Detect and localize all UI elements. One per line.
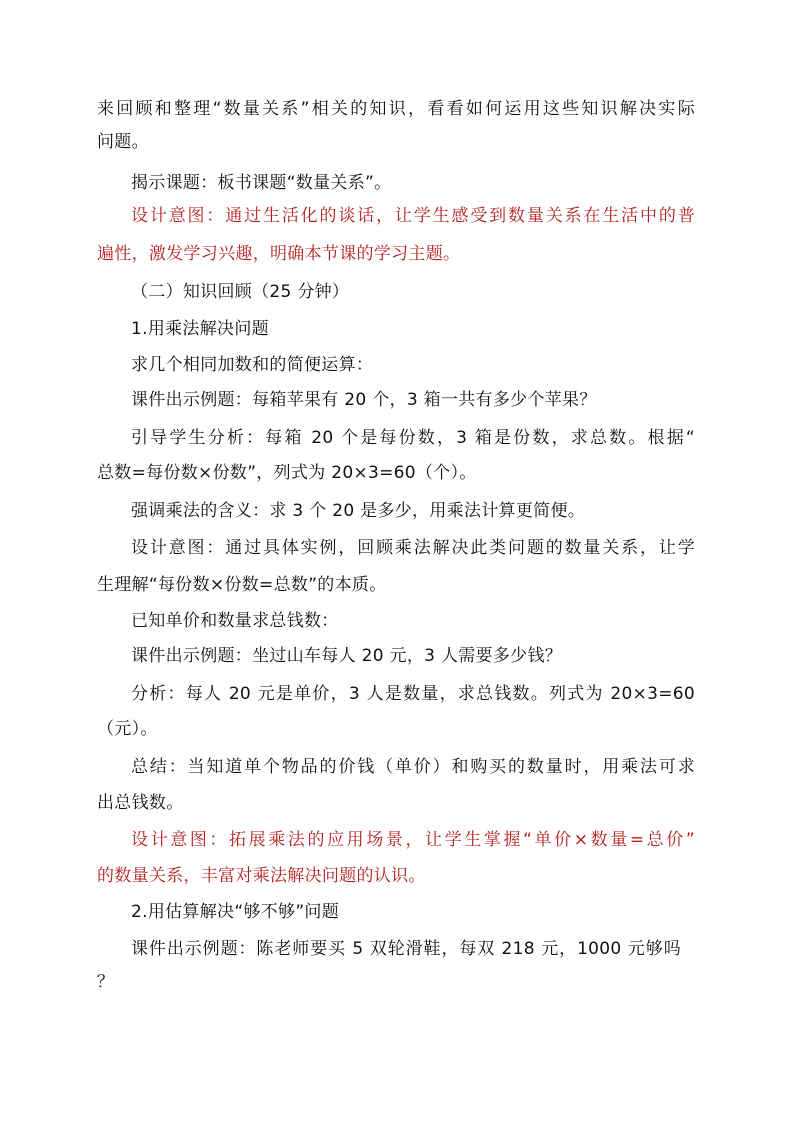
paragraph-line: 总结：当知道单个物品的价钱（单价）和购买的数量时，用乘法可求	[131, 757, 695, 777]
paragraph-line: 来回顾和整理“数量关系”相关的知识，看看如何运用这些知识解决实际	[97, 99, 695, 119]
paragraph-line: 设计意图：通过具体实例，回顾乘法解决此类问题的数量关系，让学	[131, 538, 695, 558]
paragraph-line: 引导学生分析：每箱 20 个是每份数，3 箱是份数，求总数。根据“	[131, 428, 695, 448]
paragraph-line: 分析：每人 20 元是单价，3 人是数量，求总钱数。列式为 20×3=60	[131, 684, 695, 704]
paragraph-line: 已知单价和数量求总钱数：	[131, 611, 339, 631]
subsection-heading: 2.用估算解决“够不够”问题	[131, 902, 340, 922]
section-heading: （二）知识回顾（25 分钟）	[131, 282, 350, 302]
design-intent-line: 的数量关系，丰富对乘法解决问题的认识。	[97, 866, 426, 886]
subsection-heading: 1.用乘法解决问题	[131, 319, 269, 339]
paragraph-line: 总数=每份数×份数”，列式为 20×3=60（个）。	[97, 463, 477, 483]
paragraph-line: 课件出示例题：每箱苹果有 20 个，3 箱一共有多少个苹果？	[131, 390, 597, 410]
paragraph-line: 生理解“每份数×份数=总数”的本质。	[97, 575, 387, 595]
paragraph-line: （元）。	[97, 719, 158, 739]
design-intent-line: 设计意图：通过生活化的谈话，让学生感受到数量关系在生活中的普	[131, 206, 695, 226]
paragraph-line: 问题。	[97, 132, 149, 152]
design-intent-line: 遍性，激发学习兴趣，明确本节课的学习主题。	[97, 244, 461, 264]
design-intent-line: 设计意图：拓展乘法的应用场景，让学生掌握“单价×数量=总价”	[131, 830, 695, 850]
paragraph-line: 揭示课题：板书课题“数量关系”。	[131, 173, 392, 193]
paragraph-line: 出总钱数。	[97, 793, 184, 813]
paragraph-line: ？	[97, 972, 115, 992]
paragraph-line: 求几个相同加数和的简便运算：	[131, 355, 374, 375]
paragraph-line: 课件出示例题：陈老师要买 5 双轮滑鞋，每双 218 元，1000 元够吗	[131, 939, 681, 959]
paragraph-line: 强调乘法的含义：求 3 个 20 是多少，用乘法计算更简便。	[131, 501, 586, 521]
paragraph-line: 课件出示例题：坐过山车每人 20 元，3 人需要多少钱？	[131, 646, 563, 666]
